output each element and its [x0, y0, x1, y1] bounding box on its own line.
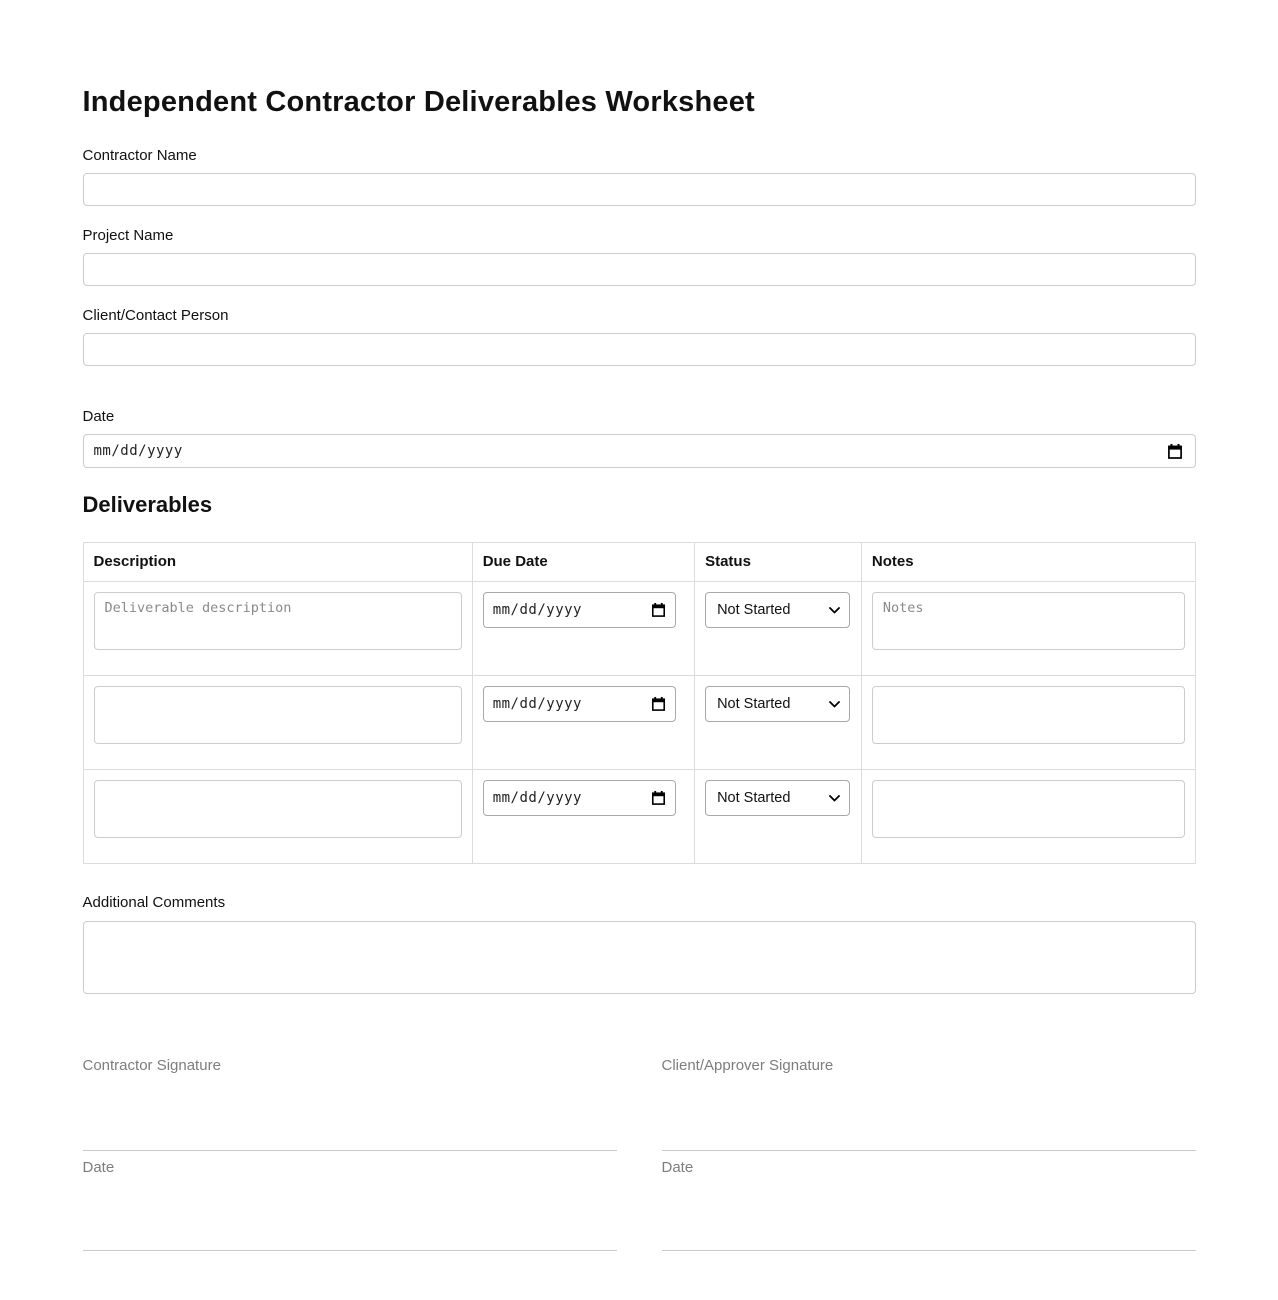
deliverables-heading: Deliverables	[82, 492, 213, 517]
due-date-placeholder: mm/dd/yyyy	[492, 790, 582, 806]
column-header-notes: Notes	[861, 543, 1195, 582]
page-title: Independent Contractor Deliverables Worksheet	[82, 86, 755, 118]
contractor-name-label: Contractor Name	[82, 147, 197, 164]
notes-input-3[interactable]	[872, 780, 1185, 838]
contractor-name-input[interactable]	[83, 173, 1196, 206]
contractor-date-line	[83, 1250, 617, 1251]
table-row	[83, 770, 1195, 864]
client-contact-label: Client/Contact Person	[82, 307, 229, 324]
column-header-description: Description	[83, 543, 472, 582]
chevron-down-icon	[829, 795, 840, 802]
date-label: Date	[82, 408, 115, 425]
column-header-status: Status	[695, 543, 862, 582]
project-name-input[interactable]	[83, 253, 1196, 286]
chevron-down-icon	[829, 607, 840, 614]
table-row	[83, 582, 1195, 676]
client-signature-line	[662, 1150, 1196, 1151]
table-header-row	[83, 543, 1195, 582]
status-select-2[interactable]	[705, 686, 850, 722]
deliverable-description-input-3[interactable]	[94, 780, 462, 838]
status-select-3[interactable]	[705, 780, 850, 816]
contractor-signature-label: Contractor Signature	[82, 1057, 221, 1074]
project-name-label: Project Name	[82, 227, 174, 244]
calendar-icon[interactable]	[651, 602, 666, 618]
notes-input-1[interactable]	[872, 592, 1185, 650]
signature-section	[83, 1057, 1196, 1251]
chevron-down-icon	[829, 701, 840, 708]
client-date-label: Date	[661, 1159, 694, 1176]
status-selected-value: Not Started	[717, 602, 791, 618]
due-date-input-2[interactable]	[483, 686, 676, 722]
due-date-placeholder: mm/dd/yyyy	[492, 602, 582, 618]
column-header-due-date: Due Date	[472, 543, 694, 582]
deliverables-table	[83, 542, 1196, 864]
deliverable-description-input-1[interactable]	[94, 592, 462, 650]
due-date-placeholder: mm/dd/yyyy	[492, 696, 582, 712]
client-date-line	[662, 1250, 1196, 1251]
client-contact-input[interactable]	[83, 333, 1196, 366]
due-date-input-3[interactable]	[483, 780, 676, 816]
contractor-date-label: Date	[82, 1159, 115, 1176]
calendar-icon[interactable]	[651, 696, 666, 712]
notes-input-2[interactable]	[872, 686, 1185, 744]
due-date-input-1[interactable]	[483, 592, 676, 628]
additional-comments-input[interactable]	[83, 921, 1196, 994]
table-row	[83, 676, 1195, 770]
client-signature-block	[662, 1057, 1196, 1251]
calendar-icon[interactable]	[651, 790, 666, 806]
status-selected-value: Not Started	[717, 790, 791, 806]
date-input[interactable]	[83, 434, 1196, 468]
status-select-1[interactable]	[705, 592, 850, 628]
deliverable-description-input-2[interactable]	[94, 686, 462, 744]
calendar-icon[interactable]	[1167, 443, 1183, 460]
contractor-signature-line	[83, 1150, 617, 1151]
date-placeholder: mm/dd/yyyy	[93, 443, 183, 459]
worksheet-form	[83, 0, 1196, 1251]
status-selected-value: Not Started	[717, 696, 791, 712]
contractor-signature-block	[83, 1057, 617, 1251]
client-signature-label: Client/Approver Signature	[661, 1057, 834, 1074]
additional-comments-label: Additional Comments	[82, 894, 226, 911]
